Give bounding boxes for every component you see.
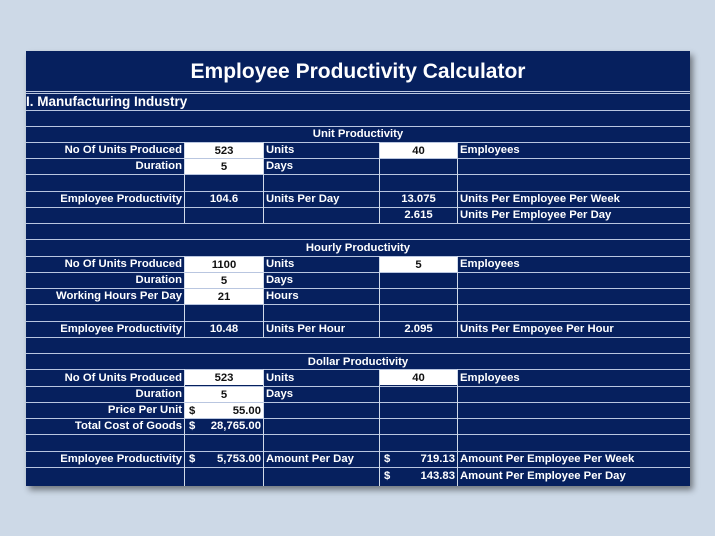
- hourly-emp-hour-value: 2.095: [404, 323, 433, 335]
- hourly-duration-input[interactable]: 5: [185, 273, 263, 288]
- unit-day-value: 2.615: [404, 209, 433, 221]
- currency-symbol: $: [189, 405, 196, 417]
- dollar-prod-cell: [185, 451, 263, 467]
- spreadsheet: [26, 51, 690, 486]
- hourly-hours-label: Working Hours Per Day: [56, 290, 182, 302]
- dollar-week-value: 719.13: [420, 453, 455, 465]
- hourly-prod-label: Employee Productivity: [60, 323, 182, 335]
- dollar-employees-unit: Employees: [460, 372, 520, 384]
- unit-units-input[interactable]: 523: [185, 143, 263, 158]
- hourly-prod-unit: Units Per Hour: [266, 323, 346, 335]
- grid-line: [26, 174, 690, 175]
- hourly-emp-hour-unit: Units Per Empoyee Per Hour: [460, 323, 614, 335]
- unit-week-value: 13.075: [401, 193, 436, 205]
- hourly-section-header: Hourly Productivity: [305, 242, 411, 254]
- unit-employees-input[interactable]: 40: [380, 143, 457, 158]
- unit-prod-value: 104.6: [209, 193, 239, 205]
- dollar-price-label: Price Per Unit: [107, 404, 182, 416]
- unit-prod-unit: Units Per Day: [266, 193, 340, 205]
- hourly-employees-unit: Employees: [460, 258, 520, 270]
- unit-day-unit: Units Per Employee Per Day: [460, 209, 612, 221]
- page-title: Employee Productivity Calculator: [190, 60, 526, 83]
- dollar-duration-unit: Days: [266, 388, 294, 400]
- industry-heading: I. Manufacturing Industry: [26, 94, 188, 109]
- grid-line: [26, 110, 690, 111]
- dollar-price-value: 55.00: [232, 405, 261, 417]
- dollar-prod-unit: Amount Per Day: [266, 453, 354, 465]
- dollar-week-unit: Amount Per Employee Per Week: [460, 453, 635, 465]
- dollar-prod-label: Employee Productivity: [60, 453, 182, 465]
- hourly-hours-input[interactable]: 21: [185, 289, 263, 304]
- currency-symbol: $: [189, 420, 196, 432]
- hourly-prod-value: 10.48: [209, 323, 239, 335]
- dollar-cost-label: Total Cost of Goods: [74, 420, 182, 432]
- dollar-price-input[interactable]: [185, 403, 263, 418]
- hourly-units-input[interactable]: 1100: [185, 257, 263, 272]
- dollar-day-unit: Amount Per Employee Per Day: [460, 470, 626, 482]
- unit-duration-unit: Days: [266, 160, 294, 172]
- dollar-week-cell: [380, 451, 457, 467]
- dollar-prod-value: 5,753.00: [217, 453, 261, 465]
- grid-line: [26, 304, 690, 305]
- unit-duration-input[interactable]: 5: [185, 159, 263, 174]
- hourly-hours-unit: Hours: [266, 290, 299, 302]
- unit-prod-label: Employee Productivity: [60, 193, 182, 205]
- currency-symbol: $: [189, 453, 196, 465]
- dollar-day-value: 143.83: [420, 470, 455, 482]
- currency-symbol: $: [384, 470, 391, 482]
- dollar-units-input[interactable]: 523: [185, 370, 263, 385]
- unit-week-unit: Units Per Employee Per Week: [460, 193, 620, 205]
- unit-units-label: No Of Units Produced: [64, 144, 182, 156]
- dollar-cost-value: 28,765.00: [210, 420, 261, 432]
- dollar-day-cell: [380, 468, 457, 484]
- dollar-duration-input[interactable]: 5: [185, 387, 263, 402]
- hourly-units-label: No Of Units Produced: [64, 258, 182, 270]
- unit-units-unit: Units: [266, 144, 295, 156]
- hourly-units-unit: Units: [266, 258, 295, 270]
- dollar-units-label: No Of Units Produced: [64, 372, 182, 384]
- dollar-section-header: Dollar Productivity: [307, 356, 409, 368]
- dollar-employees-input[interactable]: 40: [380, 370, 457, 385]
- currency-symbol: $: [384, 453, 391, 465]
- dollar-units-unit: Units: [266, 372, 295, 384]
- grid-line: [26, 434, 690, 435]
- dollar-duration-label: Duration: [135, 388, 182, 400]
- grid-line: [26, 223, 690, 224]
- unit-duration-label: Duration: [135, 160, 182, 172]
- unit-section-header: Unit Productivity: [312, 128, 404, 140]
- grid-line: [26, 91, 690, 92]
- hourly-duration-unit: Days: [266, 274, 294, 286]
- dollar-cost-cell: [185, 418, 263, 434]
- hourly-employees-input[interactable]: 5: [380, 257, 457, 272]
- grid-line: [26, 337, 690, 338]
- hourly-duration-label: Duration: [135, 274, 182, 286]
- unit-employees-unit: Employees: [460, 144, 520, 156]
